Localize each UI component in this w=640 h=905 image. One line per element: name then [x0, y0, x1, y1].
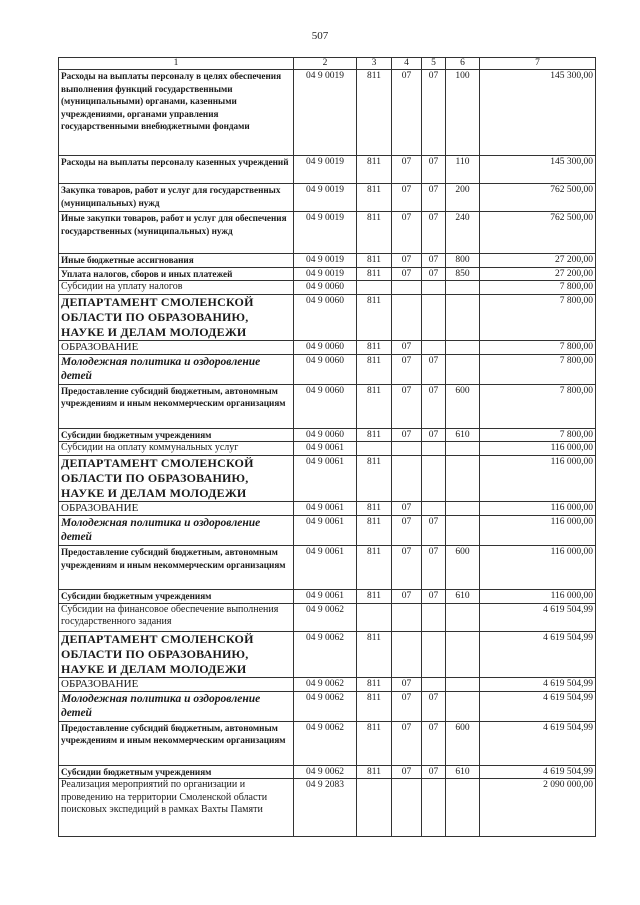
row-name: Субсидии бюджетным учреждениям	[59, 765, 294, 779]
section-code: 07	[392, 515, 422, 545]
table-row	[59, 721, 596, 765]
department-code: 811	[357, 254, 392, 268]
department-code: 811	[357, 184, 392, 212]
target-code: 04 9 0060	[294, 294, 357, 340]
subsection-code: 07	[422, 184, 446, 212]
page-number: 507	[311, 30, 329, 42]
section-code: 07	[392, 428, 422, 442]
expense-type-code: 200	[446, 184, 480, 212]
expense-type-code	[446, 779, 480, 837]
row-name: Уплата налогов, сборов и иных платежей	[59, 267, 294, 281]
target-code: 04 9 0060	[294, 384, 357, 428]
expense-type-code: 600	[446, 545, 480, 589]
subsection-code: 07	[422, 428, 446, 442]
row-name: ОБРАЗОВАНИЕ	[59, 677, 294, 691]
table-row	[59, 254, 596, 268]
section-code: 07	[392, 384, 422, 428]
table-row	[59, 70, 596, 156]
department-code: 811	[357, 677, 392, 691]
section-code: 07	[392, 765, 422, 779]
target-code: 04 9 0061	[294, 515, 357, 545]
subsection-code: 07	[422, 254, 446, 268]
subsection-code: 07	[422, 515, 446, 545]
target-code: 04 9 0062	[294, 765, 357, 779]
row-name: Субсидии на уплату налогов	[59, 281, 294, 295]
section-code: 07	[392, 70, 422, 156]
row-name: Молодежная политика и оздоровление детей	[59, 515, 294, 545]
column-header: 1	[59, 58, 294, 70]
table-row	[59, 779, 596, 837]
amount: 116 000,00	[480, 455, 596, 501]
amount: 4 619 504,99	[480, 603, 596, 631]
expense-type-code	[446, 603, 480, 631]
row-name: Молодежная политика и оздоровление детей	[59, 354, 294, 384]
expense-type-code	[446, 631, 480, 677]
row-name: Предоставление субсидий бюджетным, автономным учреждениям и иным некоммерческим организациям	[59, 721, 294, 765]
subsection-code	[422, 631, 446, 677]
target-code: 04 9 0062	[294, 603, 357, 631]
column-header: 5	[422, 58, 446, 70]
section-code: 07	[392, 691, 422, 721]
department-code: 811	[357, 70, 392, 156]
section-code	[392, 631, 422, 677]
table-row	[59, 267, 596, 281]
amount: 2 090 000,00	[480, 779, 596, 837]
amount: 762 500,00	[480, 184, 596, 212]
expense-type-code	[446, 340, 480, 354]
row-name: Субсидии бюджетным учреждениям	[59, 428, 294, 442]
department-code: 811	[357, 340, 392, 354]
expense-type-code: 610	[446, 765, 480, 779]
section-code: 07	[392, 267, 422, 281]
budget-table	[58, 57, 596, 837]
department-code: 811	[357, 501, 392, 515]
section-code	[392, 281, 422, 295]
department-code: 811	[357, 156, 392, 184]
subsection-code: 07	[422, 212, 446, 254]
amount: 116 000,00	[480, 442, 596, 456]
department-code: 811	[357, 515, 392, 545]
section-code	[392, 442, 422, 456]
section-code: 07	[392, 340, 422, 354]
department-code: 811	[357, 589, 392, 603]
section-code: 07	[392, 721, 422, 765]
target-code: 04 9 0019	[294, 70, 357, 156]
amount: 762 500,00	[480, 212, 596, 254]
subsection-code: 07	[422, 545, 446, 589]
target-code: 04 9 0019	[294, 156, 357, 184]
column-number-row	[59, 58, 596, 70]
table-row	[59, 428, 596, 442]
amount: 116 000,00	[480, 501, 596, 515]
subsection-code	[422, 455, 446, 501]
row-name: ДЕПАРТАМЕНТ СМОЛЕНСКОЙ ОБЛАСТИ ПО ОБРАЗОВАНИЮ, НАУКЕ И ДЕЛАМ МОЛОДЕЖИ	[59, 631, 294, 677]
department-code: 811	[357, 545, 392, 589]
row-name: Субсидии на оплату коммунальных услуг	[59, 442, 294, 456]
subsection-code	[422, 603, 446, 631]
department-code: 811	[357, 455, 392, 501]
department-code: 811	[357, 294, 392, 340]
amount: 7 800,00	[480, 384, 596, 428]
table-row	[59, 156, 596, 184]
target-code: 04 9 0019	[294, 267, 357, 281]
target-code: 04 9 0060	[294, 354, 357, 384]
amount: 4 619 504,99	[480, 691, 596, 721]
amount: 116 000,00	[480, 589, 596, 603]
department-code: 811	[357, 384, 392, 428]
section-code: 07	[392, 354, 422, 384]
section-code: 07	[392, 545, 422, 589]
table-row	[59, 677, 596, 691]
section-code	[392, 455, 422, 501]
expense-type-code	[446, 281, 480, 295]
expense-type-code	[446, 294, 480, 340]
amount: 4 619 504,99	[480, 721, 596, 765]
department-code: 811	[357, 721, 392, 765]
expense-type-code: 610	[446, 428, 480, 442]
table-row	[59, 515, 596, 545]
row-name: Предоставление субсидий бюджетным, автономным учреждениям и иным некоммерческим организациям	[59, 384, 294, 428]
target-code: 04 9 0060	[294, 340, 357, 354]
target-code: 04 9 0061	[294, 545, 357, 589]
row-name: Предоставление субсидий бюджетным, автономным учреждениям и иным некоммерческим организациям	[59, 545, 294, 589]
department-code	[357, 779, 392, 837]
target-code: 04 9 0019	[294, 212, 357, 254]
expense-type-code: 240	[446, 212, 480, 254]
subsection-code: 07	[422, 384, 446, 428]
department-code	[357, 281, 392, 295]
subsection-code	[422, 281, 446, 295]
table-body	[59, 70, 596, 837]
subsection-code: 07	[422, 589, 446, 603]
row-name: Закупка товаров, работ и услуг для государственных (муниципальных) нужд	[59, 184, 294, 212]
target-code: 04 9 2083	[294, 779, 357, 837]
department-code: 811	[357, 354, 392, 384]
expense-type-code: 800	[446, 254, 480, 268]
table-row	[59, 765, 596, 779]
section-code: 07	[392, 156, 422, 184]
target-code: 04 9 0062	[294, 677, 357, 691]
amount: 116 000,00	[480, 515, 596, 545]
section-code: 07	[392, 501, 422, 515]
amount: 27 200,00	[480, 267, 596, 281]
row-name: ОБРАЗОВАНИЕ	[59, 340, 294, 354]
expense-type-code	[446, 501, 480, 515]
amount: 7 800,00	[480, 354, 596, 384]
expense-type-code: 100	[446, 70, 480, 156]
department-code	[357, 442, 392, 456]
section-code: 07	[392, 589, 422, 603]
table-row	[59, 212, 596, 254]
table-row	[59, 384, 596, 428]
target-code: 04 9 0061	[294, 455, 357, 501]
department-code: 811	[357, 765, 392, 779]
subsection-code	[422, 779, 446, 837]
target-code: 04 9 0062	[294, 691, 357, 721]
expense-type-code	[446, 691, 480, 721]
column-header: 3	[357, 58, 392, 70]
table-row	[59, 340, 596, 354]
row-name: Реализация мероприятий по организации и проведению на территории Смоленской области поисковых экспедиций в рамках Вахты Памяти	[59, 779, 294, 837]
target-code: 04 9 0061	[294, 442, 357, 456]
amount: 27 200,00	[480, 254, 596, 268]
target-code: 04 9 0019	[294, 184, 357, 212]
column-header: 6	[446, 58, 480, 70]
target-code: 04 9 0062	[294, 631, 357, 677]
column-header: 7	[480, 58, 596, 70]
column-header: 4	[392, 58, 422, 70]
section-code: 07	[392, 184, 422, 212]
expense-type-code: 850	[446, 267, 480, 281]
amount: 4 619 504,99	[480, 631, 596, 677]
subsection-code: 07	[422, 765, 446, 779]
subsection-code: 07	[422, 354, 446, 384]
subsection-code	[422, 442, 446, 456]
table-row	[59, 631, 596, 677]
expense-type-code	[446, 515, 480, 545]
subsection-code: 07	[422, 721, 446, 765]
table-row	[59, 294, 596, 340]
department-code: 811	[357, 631, 392, 677]
amount: 7 800,00	[480, 281, 596, 295]
target-code: 04 9 0019	[294, 254, 357, 268]
expense-type-code	[446, 354, 480, 384]
target-code: 04 9 0061	[294, 501, 357, 515]
amount: 4 619 504,99	[480, 765, 596, 779]
amount: 145 300,00	[480, 156, 596, 184]
department-code	[357, 603, 392, 631]
row-name: Иные закупки товаров, работ и услуг для обеспечения государственных (муниципальных) нужд	[59, 212, 294, 254]
target-code: 04 9 0061	[294, 589, 357, 603]
subsection-code: 07	[422, 70, 446, 156]
table-row	[59, 184, 596, 212]
expense-type-code: 600	[446, 721, 480, 765]
table-row	[59, 501, 596, 515]
row-name: ДЕПАРТАМЕНТ СМОЛЕНСКОЙ ОБЛАСТИ ПО ОБРАЗОВАНИЮ, НАУКЕ И ДЕЛАМ МОЛОДЕЖИ	[59, 294, 294, 340]
column-header: 2	[294, 58, 357, 70]
subsection-code	[422, 677, 446, 691]
expense-type-code: 600	[446, 384, 480, 428]
amount: 145 300,00	[480, 70, 596, 156]
section-code	[392, 294, 422, 340]
table-row	[59, 442, 596, 456]
table-row	[59, 589, 596, 603]
row-name: Иные бюджетные ассигнования	[59, 254, 294, 268]
department-code: 811	[357, 691, 392, 721]
row-name: Молодежная политика и оздоровление детей	[59, 691, 294, 721]
amount: 116 000,00	[480, 545, 596, 589]
row-name: Расходы на выплаты персоналу в целях обеспечения выполнения функций государственными (муниципальными) органами, казенными учреждениями, органами управления государственными внебюджетными фондами	[59, 70, 294, 156]
table-row	[59, 545, 596, 589]
section-code	[392, 603, 422, 631]
section-code: 07	[392, 254, 422, 268]
row-name: ДЕПАРТАМЕНТ СМОЛЕНСКОЙ ОБЛАСТИ ПО ОБРАЗОВАНИЮ, НАУКЕ И ДЕЛАМ МОЛОДЕЖИ	[59, 455, 294, 501]
expense-type-code: 610	[446, 589, 480, 603]
row-name: Субсидии на финансовое обеспечение выполнения государственного задания	[59, 603, 294, 631]
section-code: 07	[392, 212, 422, 254]
table-row	[59, 281, 596, 295]
target-code: 04 9 0062	[294, 721, 357, 765]
department-code: 811	[357, 267, 392, 281]
subsection-code	[422, 340, 446, 354]
table-row	[59, 603, 596, 631]
row-name: Расходы на выплаты персоналу казенных учреждений	[59, 156, 294, 184]
row-name: ОБРАЗОВАНИЕ	[59, 501, 294, 515]
department-code: 811	[357, 428, 392, 442]
row-name: Субсидии бюджетным учреждениям	[59, 589, 294, 603]
amount: 4 619 504,99	[480, 677, 596, 691]
expense-type-code	[446, 442, 480, 456]
amount: 7 800,00	[480, 294, 596, 340]
subsection-code: 07	[422, 156, 446, 184]
section-code: 07	[392, 677, 422, 691]
table-row	[59, 455, 596, 501]
table-row	[59, 354, 596, 384]
subsection-code	[422, 501, 446, 515]
expense-type-code: 110	[446, 156, 480, 184]
target-code: 04 9 0060	[294, 281, 357, 295]
section-code	[392, 779, 422, 837]
amount: 7 800,00	[480, 428, 596, 442]
target-code: 04 9 0060	[294, 428, 357, 442]
expense-type-code	[446, 455, 480, 501]
subsection-code: 07	[422, 691, 446, 721]
table-row	[59, 691, 596, 721]
department-code: 811	[357, 212, 392, 254]
subsection-code: 07	[422, 267, 446, 281]
amount: 7 800,00	[480, 340, 596, 354]
subsection-code	[422, 294, 446, 340]
expense-type-code	[446, 677, 480, 691]
